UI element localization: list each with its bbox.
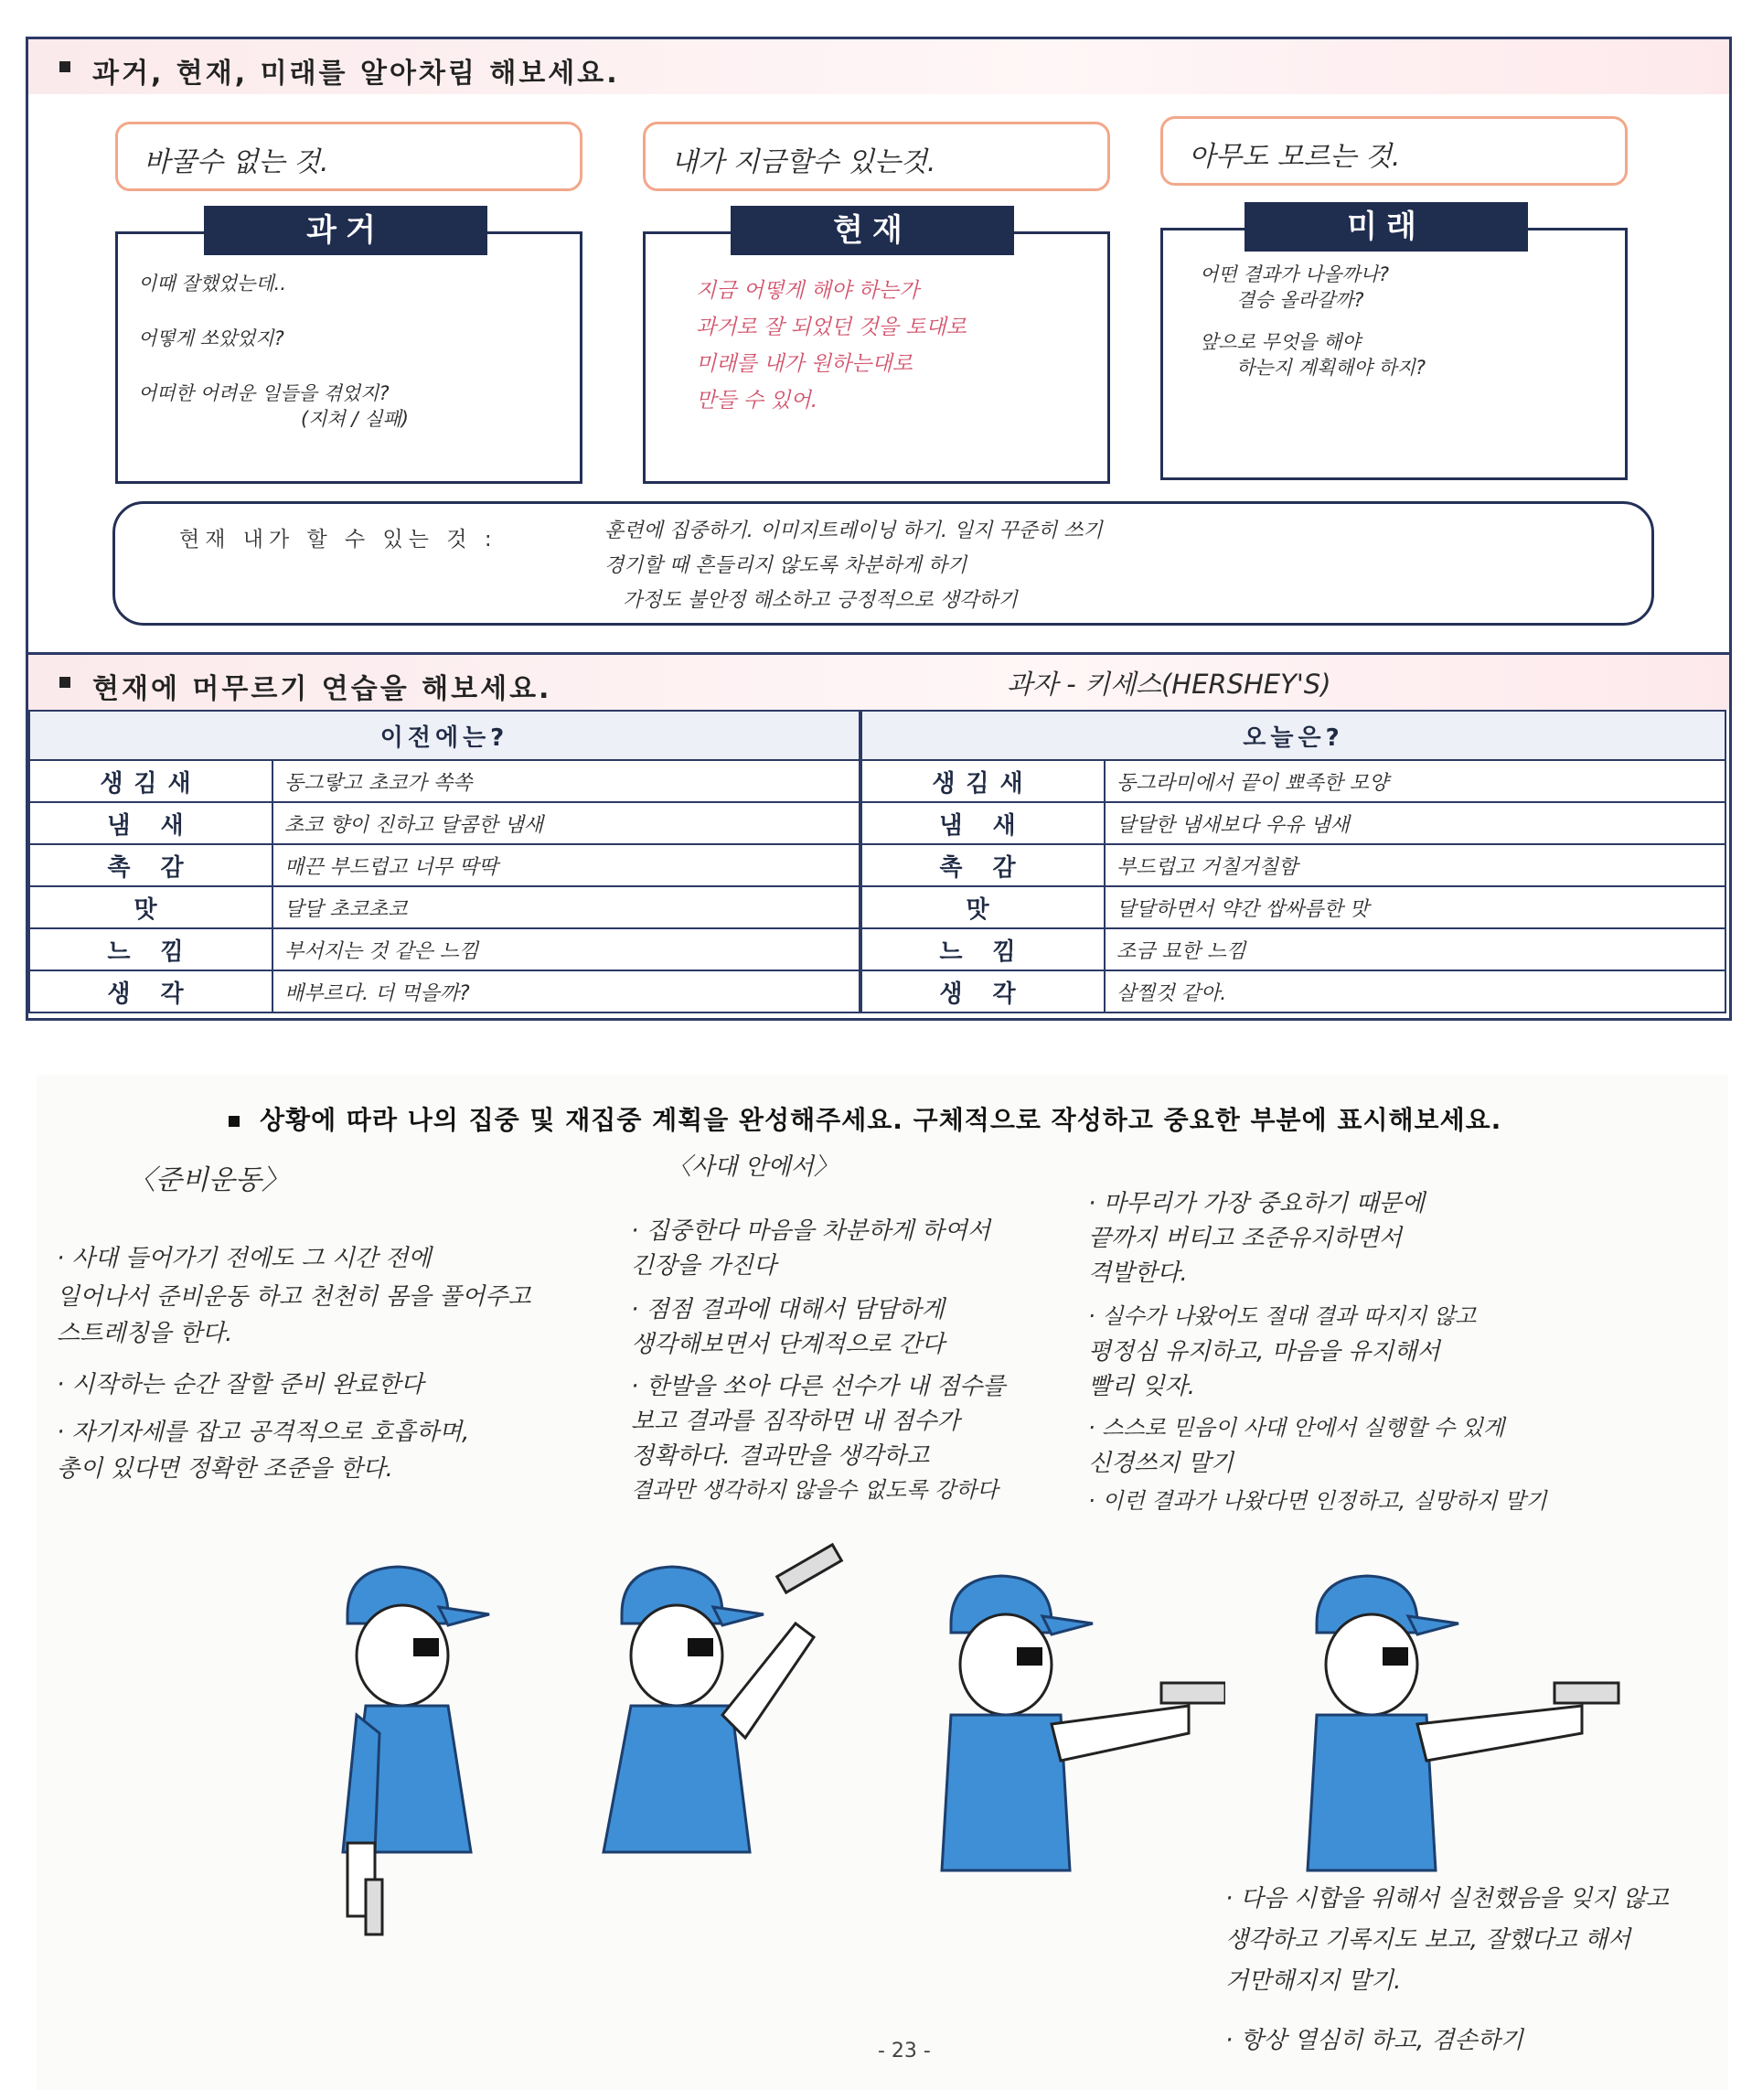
- bottom-line: · 항상 열심히 하고, 겸손하기: [1225, 2027, 1523, 2054]
- column-past: [115, 231, 582, 484]
- row-key: 생김새: [29, 760, 272, 802]
- mid-line: 정확하다. 결과만을 생각하고: [631, 1442, 930, 1470]
- mid-line: 생각해보면서 단계적으로 간다: [631, 1331, 945, 1358]
- today-header: 오늘은?: [861, 711, 1725, 760]
- mid-line: 결과만 생각하지 않을수 없도록 강하다: [631, 1477, 999, 1503]
- can-do-label: 현재 내가 할 수 있는 것 :: [179, 528, 497, 552]
- table-row: [29, 970, 860, 1012]
- row-key: 생김새: [861, 760, 1105, 802]
- can-do-line: 가정도 불안정 해소하고 긍정적으로 생각하기: [623, 589, 1018, 612]
- left-line: 일어나서 준비운동 하고 천천히 몸을 풀어주고: [57, 1283, 531, 1311]
- present-line: 과거로 잘 되었던 것을 토대로: [696, 316, 967, 339]
- row-key: 촉 감: [29, 844, 272, 886]
- bottom-line: 생각하고 기록지도 보고, 잘했다고 해서: [1225, 1926, 1631, 1954]
- row-value: 달달한 냄새보다 우유 냄새: [1105, 802, 1725, 844]
- right-line: 끝까지 버티고 조준유지하면서: [1088, 1225, 1403, 1252]
- shooter-standing-figure: [311, 1550, 549, 1944]
- note-present: 내가 지금할수 있는것.: [671, 146, 936, 178]
- bullet-icon: [59, 677, 70, 688]
- head-warmup: 〈준비운동〉: [128, 1164, 289, 1196]
- row-key: 냄 새: [861, 802, 1105, 844]
- note-box-future: [1160, 116, 1628, 186]
- bullet-icon: [59, 61, 70, 72]
- present-line: 미래를 내가 원하는대로: [696, 352, 913, 376]
- worksheet-top: [26, 37, 1732, 1021]
- left-line: · 시작하는 순간 잘할 준비 완료한다: [57, 1371, 424, 1398]
- row-value: 달달 초코초코: [272, 886, 860, 928]
- row-value: 매끈 부드럽고 너무 딱딱: [272, 844, 860, 886]
- column-future: [1160, 228, 1628, 480]
- future-line: 결승 올라갈까?: [1236, 289, 1364, 311]
- page-number: - 23 -: [878, 2040, 931, 2062]
- mid-line: · 점점 결과에 대해서 담담하게: [631, 1296, 945, 1323]
- heading-past: 과거: [204, 206, 487, 255]
- heading-future: 미래: [1245, 202, 1528, 252]
- row-key: 냄 새: [29, 802, 272, 844]
- right-line: · 실수가 나왔어도 절대 결과 따지지 않고: [1088, 1303, 1477, 1329]
- left-line: · 자기자세를 잡고 공격적으로 호흡하며,: [57, 1419, 470, 1446]
- mid-line: 긴장을 가진다: [631, 1252, 776, 1280]
- row-key: 느 낌: [861, 928, 1105, 970]
- can-do-line: 경기할 때 흔들리지 않도록 차분하게 하기: [604, 554, 967, 577]
- right-line: · 이런 결과가 나왔다면 인정하고, 실망하지 말기: [1088, 1488, 1547, 1514]
- right-line: 평정심 유지하고, 마음을 유지해서: [1088, 1338, 1440, 1366]
- heading-present: 현재: [731, 206, 1014, 255]
- section3-title: [229, 1100, 1501, 1137]
- shooter-aiming-figure: [914, 1541, 1225, 1944]
- right-line: 신경쓰지 말기: [1088, 1450, 1234, 1477]
- table-before: [28, 710, 860, 1013]
- can-do-box: [112, 501, 1654, 626]
- table-row: [861, 970, 1725, 1012]
- bottom-line: 거만해지지 말기.: [1225, 1967, 1402, 1995]
- row-value: 초코 향이 진하고 달콤한 냄새: [272, 802, 860, 844]
- past-line: 이때 잘했었는데..: [138, 273, 287, 295]
- table-row: [861, 844, 1725, 886]
- note-future: 아무도 모르는 것.: [1189, 141, 1401, 173]
- note-box-present: [643, 122, 1110, 191]
- row-value: 동그라미에서 끝이 뾰족한 모양: [1105, 760, 1725, 802]
- table-row: [29, 886, 860, 928]
- head-on-range: 〈사대 안에서〉: [668, 1153, 838, 1181]
- right-line: 빨리 잊자.: [1088, 1373, 1195, 1400]
- table-row: [29, 928, 860, 970]
- present-line: 지금 어떻게 해야 하는가: [696, 279, 920, 303]
- past-line: 어떻게 쏘았었지?: [138, 327, 284, 349]
- mid-line: · 한발을 쏘아 다른 선수가 내 점수를: [631, 1373, 1006, 1400]
- column-present: [643, 231, 1110, 484]
- future-line: 하는지 계획해야 하지?: [1236, 357, 1426, 379]
- row-key: 맛: [861, 886, 1105, 928]
- section2-title-bar: [28, 652, 1729, 710]
- row-key: 생 각: [861, 970, 1105, 1012]
- bullet-icon: [229, 1116, 240, 1127]
- table-today: [860, 710, 1726, 1013]
- table-row: [861, 928, 1725, 970]
- row-value: 부서지는 것 같은 느낌: [272, 928, 860, 970]
- right-line: 격발한다.: [1088, 1259, 1188, 1287]
- left-line: · 사대 들어가기 전에도 그 시간 전에: [57, 1245, 432, 1272]
- section2-note: 과자 - 키세스(HERSHEY'S): [1007, 669, 1331, 700]
- past-line: 어떠한 어려운 일들을 겪었지?: [138, 382, 390, 404]
- row-value: 살찔것 같아.: [1105, 970, 1725, 1012]
- row-key: 느 낌: [29, 928, 272, 970]
- row-value: 조금 묘한 느낌: [1105, 928, 1725, 970]
- worksheet-bottom: [37, 1075, 1728, 2090]
- bottom-line: · 다음 시합을 위해서 실천했음을 잊지 않고: [1225, 1885, 1669, 1912]
- row-key: 촉 감: [861, 844, 1105, 886]
- mid-line: · 집중한다 마음을 차분하게 하여서: [631, 1217, 990, 1245]
- before-header: 이전에는?: [29, 711, 860, 760]
- table-row: [29, 760, 860, 802]
- left-line: 스트레칭을 한다.: [57, 1320, 233, 1347]
- table-row: [29, 844, 860, 886]
- table-row: [861, 760, 1725, 802]
- note-past: 바꿀수 없는 것.: [144, 146, 329, 178]
- future-line: 앞으로 무엇을 해야: [1200, 331, 1361, 353]
- row-key: 생 각: [29, 970, 272, 1012]
- present-line: 만들 수 있어.: [696, 389, 818, 412]
- row-value: 달달하면서 약간 쌉싸름한 맛: [1105, 886, 1725, 928]
- row-value: 배부르다. 더 먹을까?: [272, 970, 860, 1012]
- section3-title-text: 상황에 따라 나의 집중 및 재집중 계획을 완성해주세요. 구체적으로 작성하고 중요한 부분에 표시해보세요.: [260, 1105, 1502, 1135]
- section1-title-bar: [28, 39, 1729, 94]
- table-row: [861, 802, 1725, 844]
- note-box-past: [115, 122, 582, 191]
- right-line: · 스스로 믿음이 사대 안에서 실행할 수 있게: [1088, 1415, 1505, 1441]
- past-line: (지쳐 / 실패): [301, 408, 409, 430]
- row-key: 맛: [29, 886, 272, 928]
- right-line: · 마무리가 가장 중요하기 때문에: [1088, 1190, 1425, 1217]
- section1-title: 과거, 현재, 미래를 알아차림 해보세요.: [92, 58, 620, 90]
- left-line: 총이 있다면 정확한 조준을 한다.: [57, 1455, 393, 1483]
- shooter-raising-gun-figure: [585, 1523, 878, 1944]
- section2-title: 현재에 머무르기 연습을 해보세요.: [92, 673, 552, 705]
- row-value: 동그랗고 초코가 쏙쏙: [272, 760, 860, 802]
- row-value: 부드럽고 거칠거칠함: [1105, 844, 1725, 886]
- can-do-line: 훈련에 집중하기. 이미지트레이닝 하기. 일지 꾸준히 쓰기: [604, 520, 1103, 542]
- mid-line: 보고 결과를 짐작하면 내 점수가: [631, 1408, 960, 1435]
- table-row: [861, 886, 1725, 928]
- table-row: [29, 802, 860, 844]
- future-line: 어떤 결과가 나올까나?: [1200, 263, 1390, 285]
